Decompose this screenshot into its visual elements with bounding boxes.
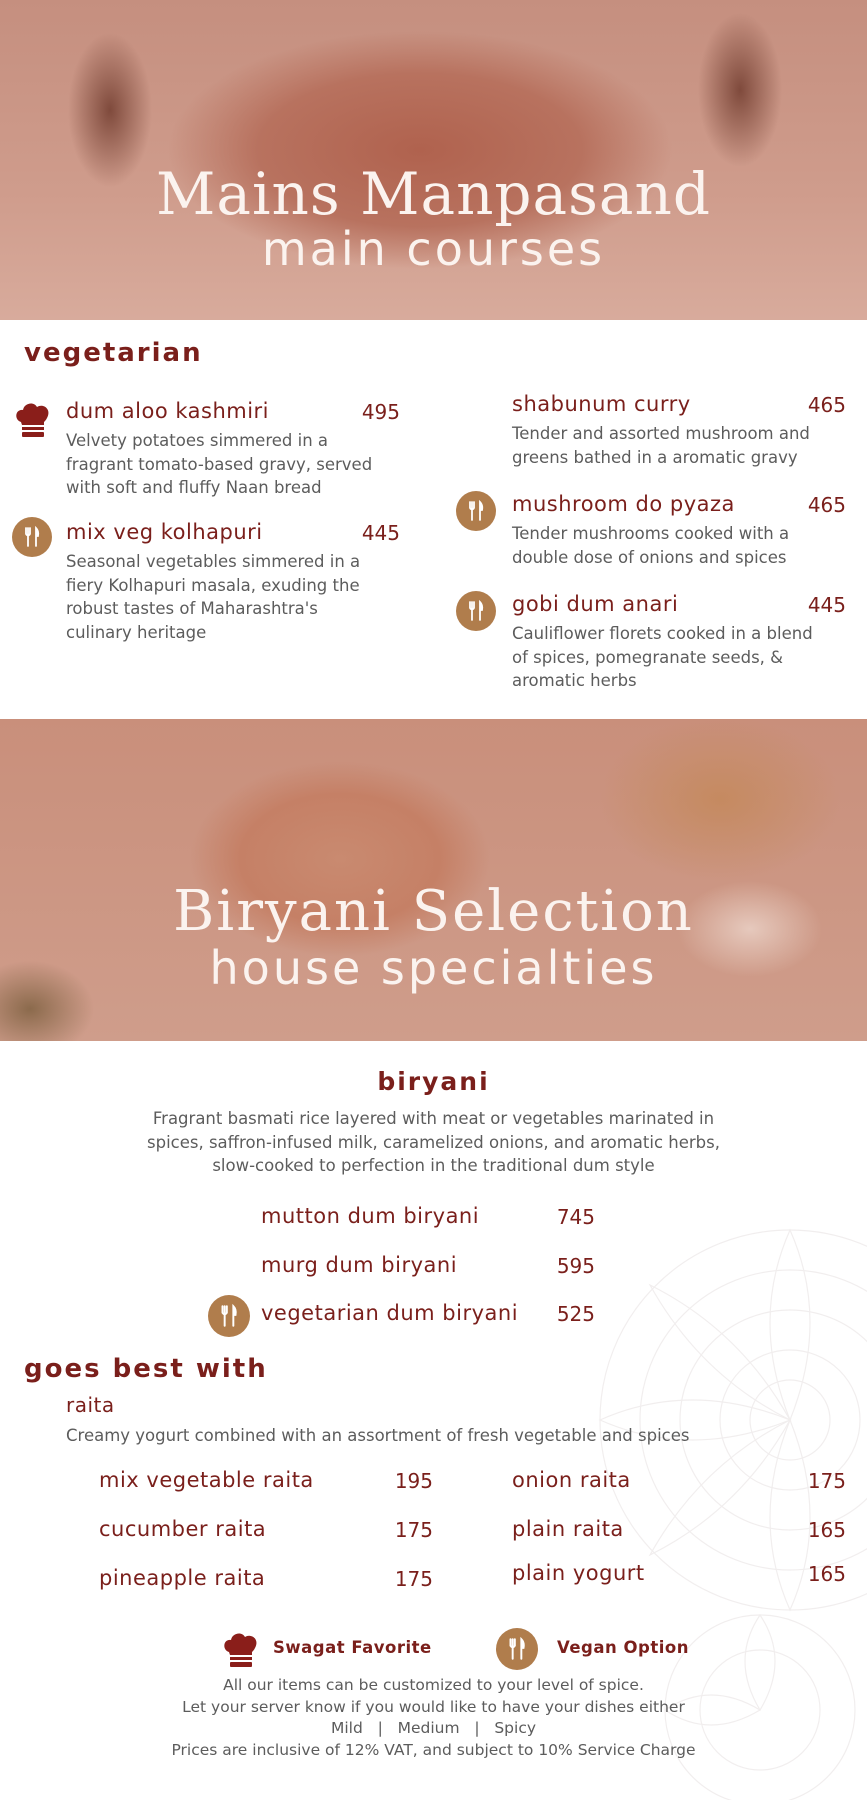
vegan-cutlery-icon xyxy=(456,591,496,631)
menu-item-price: 465 xyxy=(807,493,846,517)
menu-item-name: plain raita xyxy=(512,1517,624,1541)
vegan-cutlery-icon xyxy=(12,517,52,557)
menu-item-name: pineapple raita xyxy=(99,1566,266,1590)
hero-mains-title: Mains Manpasand xyxy=(156,160,711,228)
hero-biryani-subtitle: house specialties xyxy=(209,941,658,995)
raita-description: Creamy yogurt combined with an assortment of fresh vegetable and spices xyxy=(66,1426,690,1445)
menu-item-name: gobi dum anari xyxy=(512,592,679,616)
menu-item-price: 165 xyxy=(807,1518,846,1542)
biryani-heading: biryani xyxy=(377,1067,490,1096)
vegetarian-heading: vegetarian xyxy=(24,338,203,368)
raita-subheading: raita xyxy=(66,1393,115,1417)
legend-vegan-label: Vegan Option xyxy=(557,1638,689,1657)
vegan-cutlery-icon xyxy=(208,1295,250,1337)
menu-item-price: 175 xyxy=(394,1567,433,1591)
chef-hat-icon xyxy=(12,398,54,440)
goes-best-heading: goes best with xyxy=(24,1354,268,1384)
menu-item-description: Cauliflower florets cooked in a blend of spices, pomegranate seeds, & aromatic herbs xyxy=(512,624,813,690)
hero-mains-subtitle: main courses xyxy=(261,222,606,276)
menu-item-name: shabunum curry xyxy=(512,392,691,416)
menu-item-name: plain yogurt xyxy=(512,1561,645,1585)
chef-hat-icon xyxy=(220,1628,262,1670)
menu-item-description: Tender mushrooms cooked with a double dose of onions and spices xyxy=(512,524,790,567)
menu-item-price: 495 xyxy=(361,400,400,424)
menu-item-description: Tender and assorted mushroom and greens bathed in a aromatic gravy xyxy=(512,424,810,467)
menu-item-name: cucumber raita xyxy=(99,1517,267,1541)
menu-item-name: mushroom do pyaza xyxy=(512,492,735,516)
menu-item-price: 175 xyxy=(394,1518,433,1542)
menu-item-name: dum aloo kashmiri xyxy=(66,399,270,423)
menu-item-name: vegetarian dum biryani xyxy=(261,1301,519,1325)
menu-item-name: mutton dum biryani xyxy=(261,1204,480,1228)
menu-item-name: murg dum biryani xyxy=(261,1253,458,1277)
menu-item-price: 745 xyxy=(556,1205,595,1229)
menu-item-name: onion raita xyxy=(512,1468,631,1492)
menu-item-price: 445 xyxy=(361,521,400,545)
menu-item-price: 165 xyxy=(807,1562,846,1586)
footer-note: All our items can be customized to your level of spice. Let your server know if you would like to have your dishes either Mild | Medium | Spicy Prices are inclusive of 12% VAT, and subject to 10% Service Charge xyxy=(171,1676,696,1759)
hero-biryani-title: Biryani Selection xyxy=(173,879,694,944)
biryani-description: Fragrant basmati rice layered with meat or vegetables marinated in spices, saffron-infused milk, caramelized onions, and aromatic herbs, slow-cooked to perfection in the traditional dum style xyxy=(147,1109,720,1175)
hero-mains-banner xyxy=(0,0,867,320)
hero-biryani-banner xyxy=(0,719,867,1041)
menu-item-description: Seasonal vegetables simmered in a fiery Kolhapuri masala, exuding the robust tastes of Maharashtra's culinary heritage xyxy=(66,552,361,642)
legend-favorite-label: Swagat Favorite xyxy=(273,1638,432,1657)
menu-item-price: 175 xyxy=(807,1469,846,1493)
menu-item-name: mix veg kolhapuri xyxy=(66,520,263,544)
menu-item-price: 465 xyxy=(807,393,846,417)
vegan-cutlery-icon xyxy=(496,1628,538,1670)
vegan-cutlery-icon xyxy=(456,491,496,531)
menu-item-description: Velvety potatoes simmered in a fragrant tomato-based gravy, served with soft and fluffy Naan bread xyxy=(66,431,373,497)
menu-item-price: 195 xyxy=(394,1469,433,1493)
menu-item-price: 445 xyxy=(807,593,846,617)
menu-item-price: 595 xyxy=(556,1254,595,1278)
menu-item-price: 525 xyxy=(556,1302,595,1326)
menu-item-name: mix vegetable raita xyxy=(99,1468,314,1492)
